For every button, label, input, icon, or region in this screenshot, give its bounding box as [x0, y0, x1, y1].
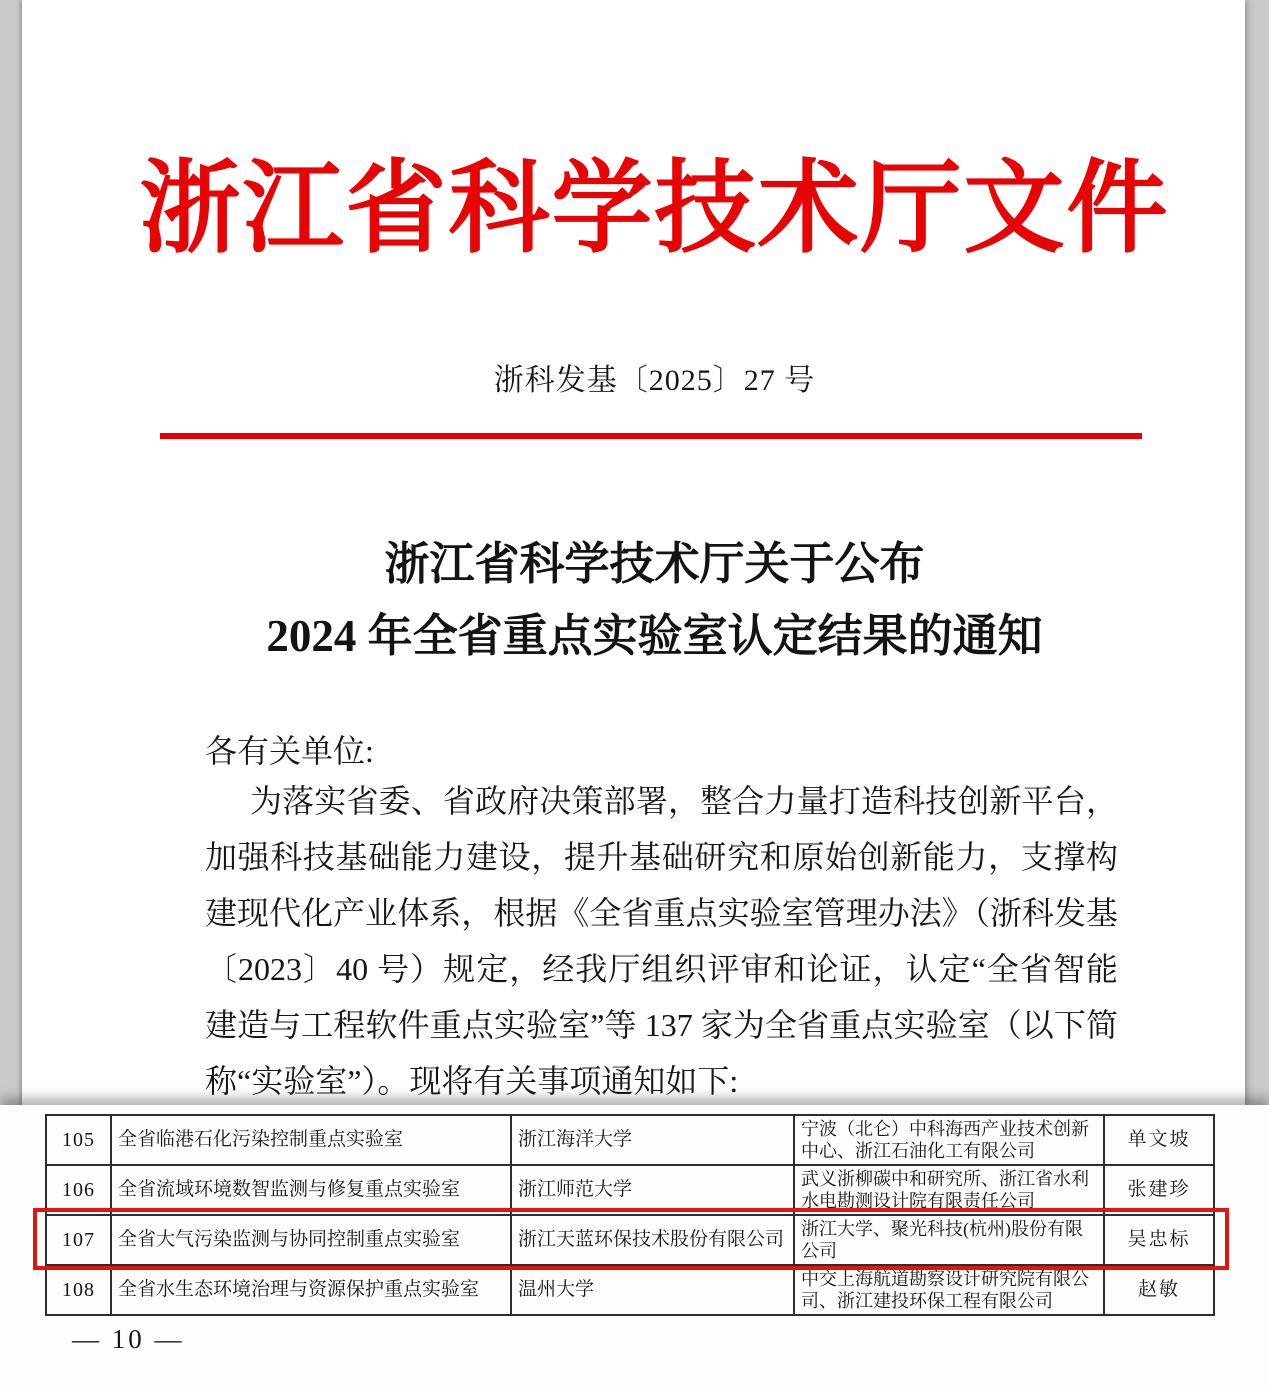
results-table: [45, 1114, 1215, 1316]
cell-lab: 全省临港石化污染控制重点实验室: [111, 1115, 511, 1165]
cell-partners: 中交上海航道勘察设计研究院有限公司、浙江建投环保工程有限公司: [794, 1265, 1104, 1315]
body-paragraph: 为落实省委、省政府决策部署，整合力量打造科技创新平台，加强科技基础能力建设，提升基础研究和原始创新能力，支撑构建现代化产业体系，根据《全省重点实验室管理办法》（浙科发基〔2023〕40 号）规定，经我厅组织评审和论证，认定“全省智能建造与工程软件重点实验室”等 137 家为全省重点实验室（以下简称“实验室”）。现将有关事项通知如下:: [205, 783, 1118, 1099]
cell-partners: 浙江大学、聚光科技(杭州)股份有限公司: [794, 1215, 1104, 1265]
cell-director: 张建珍: [1104, 1165, 1214, 1215]
red-divider-line: [160, 433, 1142, 439]
cell-partners: 宁波（北仑）中科海西产业技术创新中心、浙江石油化工有限公司: [794, 1115, 1104, 1165]
cell-director: 赵敏: [1104, 1265, 1214, 1315]
cell-inst: 浙江师范大学: [511, 1165, 794, 1215]
cell-director: 吴忠标: [1104, 1215, 1214, 1265]
cell-lab: 全省大气污染监测与协同控制重点实验室: [111, 1215, 511, 1265]
table-row: [46, 1215, 1214, 1265]
document-number: 浙科发基〔2025〕27 号: [493, 364, 816, 397]
cell-lab: 全省水生态环境治理与资源保护重点实验室: [111, 1265, 511, 1315]
table-row: [46, 1165, 1214, 1215]
cell-director: 单文坡: [1104, 1115, 1214, 1165]
cell-no: 107: [46, 1215, 111, 1265]
salutation: 各有关单位:: [205, 733, 374, 769]
page-number: — 10 —: [72, 1324, 185, 1354]
cell-no: 105: [46, 1115, 111, 1165]
cell-no: 106: [46, 1165, 111, 1215]
notice-title-line1: 浙江省科学技术厅关于公布: [384, 539, 925, 589]
notice-title-line2: 2024 年全省重点实验室认定结果的通知: [266, 611, 1043, 661]
results-table-body: [46, 1115, 1214, 1315]
table-row: [46, 1265, 1214, 1315]
cell-partners: 武义浙柳碳中和研究所、浙江省水利水电勘测设计院有限责任公司: [794, 1165, 1104, 1215]
cell-lab: 全省流域环境数智监测与修复重点实验室: [111, 1165, 511, 1215]
table-row: [46, 1115, 1214, 1165]
cell-inst: 温州大学: [511, 1265, 794, 1315]
cell-inst: 浙江天蓝环保技术股份有限公司: [511, 1215, 794, 1265]
cell-inst: 浙江海洋大学: [511, 1115, 794, 1165]
cell-no: 108: [46, 1265, 111, 1315]
letterhead-title: 浙江省科学技术厅文件: [139, 153, 1170, 265]
